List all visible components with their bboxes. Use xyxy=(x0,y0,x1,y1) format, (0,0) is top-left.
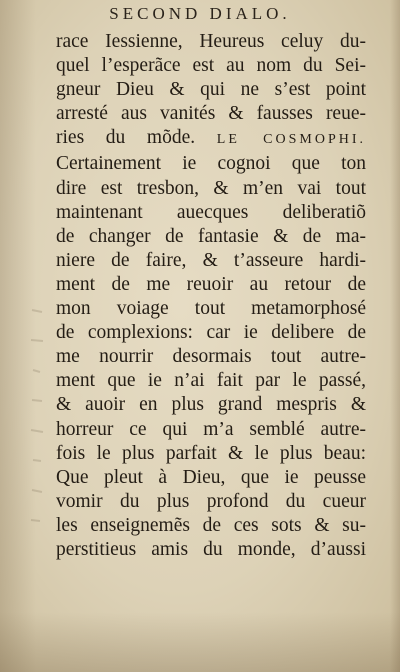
text-line: Que pleut à Dieu, que ie peusse xyxy=(56,466,366,488)
text-line: me nourrir desormais tout autre- xyxy=(56,346,366,368)
text-line: arresté aus vanités & fausses reue- xyxy=(56,103,366,125)
text-line: vomir du plus profond du cueur xyxy=(56,490,366,512)
text-line: mon voiage tout metamorphosé xyxy=(56,298,366,320)
text-line: dire est tresbon, & m’en vai tout xyxy=(56,177,366,199)
show-through-marks xyxy=(28,300,48,540)
page-edge xyxy=(390,0,400,672)
text-line: Certainement ie cognoi que ton xyxy=(56,153,366,175)
speaker-label: LE COSMOPHI. xyxy=(216,132,366,148)
text-line: ries du mõde. xyxy=(56,127,196,149)
text-line: les enseignemẽs de ces sots & su- xyxy=(56,514,366,536)
text-line: ment que ie n’ai fait par le passé, xyxy=(56,370,366,392)
text-line: quel l’esperãce est au nom du Sei- xyxy=(56,55,366,77)
text-line: niere de faire, & t’asseure hardi- xyxy=(56,249,366,271)
text-line: ment de me reuoir au retour de xyxy=(56,273,366,295)
text-line: & auoir en plus grand mespris & xyxy=(56,394,366,416)
text-line: de changer de fantasie & de ma- xyxy=(56,225,366,247)
text-line: perstitieus amis du monde, d’aussi xyxy=(56,538,366,560)
text-line: fois le plus parfait & le plus beau: xyxy=(56,442,366,464)
text-line-with-speaker xyxy=(56,126,366,152)
text-line: horreur ce qui m’a semblé autre- xyxy=(56,418,366,440)
text-line: de complexions: car ie delibere de xyxy=(56,322,366,344)
text-line: race Iessienne, Heureus celuy du- xyxy=(56,31,366,52)
text-line: gneur Dieu & qui ne s’est point xyxy=(56,79,366,101)
body-text xyxy=(56,30,366,562)
running-header: SECOND DIALO. xyxy=(109,4,291,23)
bottom-shadow xyxy=(0,612,400,672)
text-line: maintenant auecques deliberatiõ xyxy=(56,201,366,223)
